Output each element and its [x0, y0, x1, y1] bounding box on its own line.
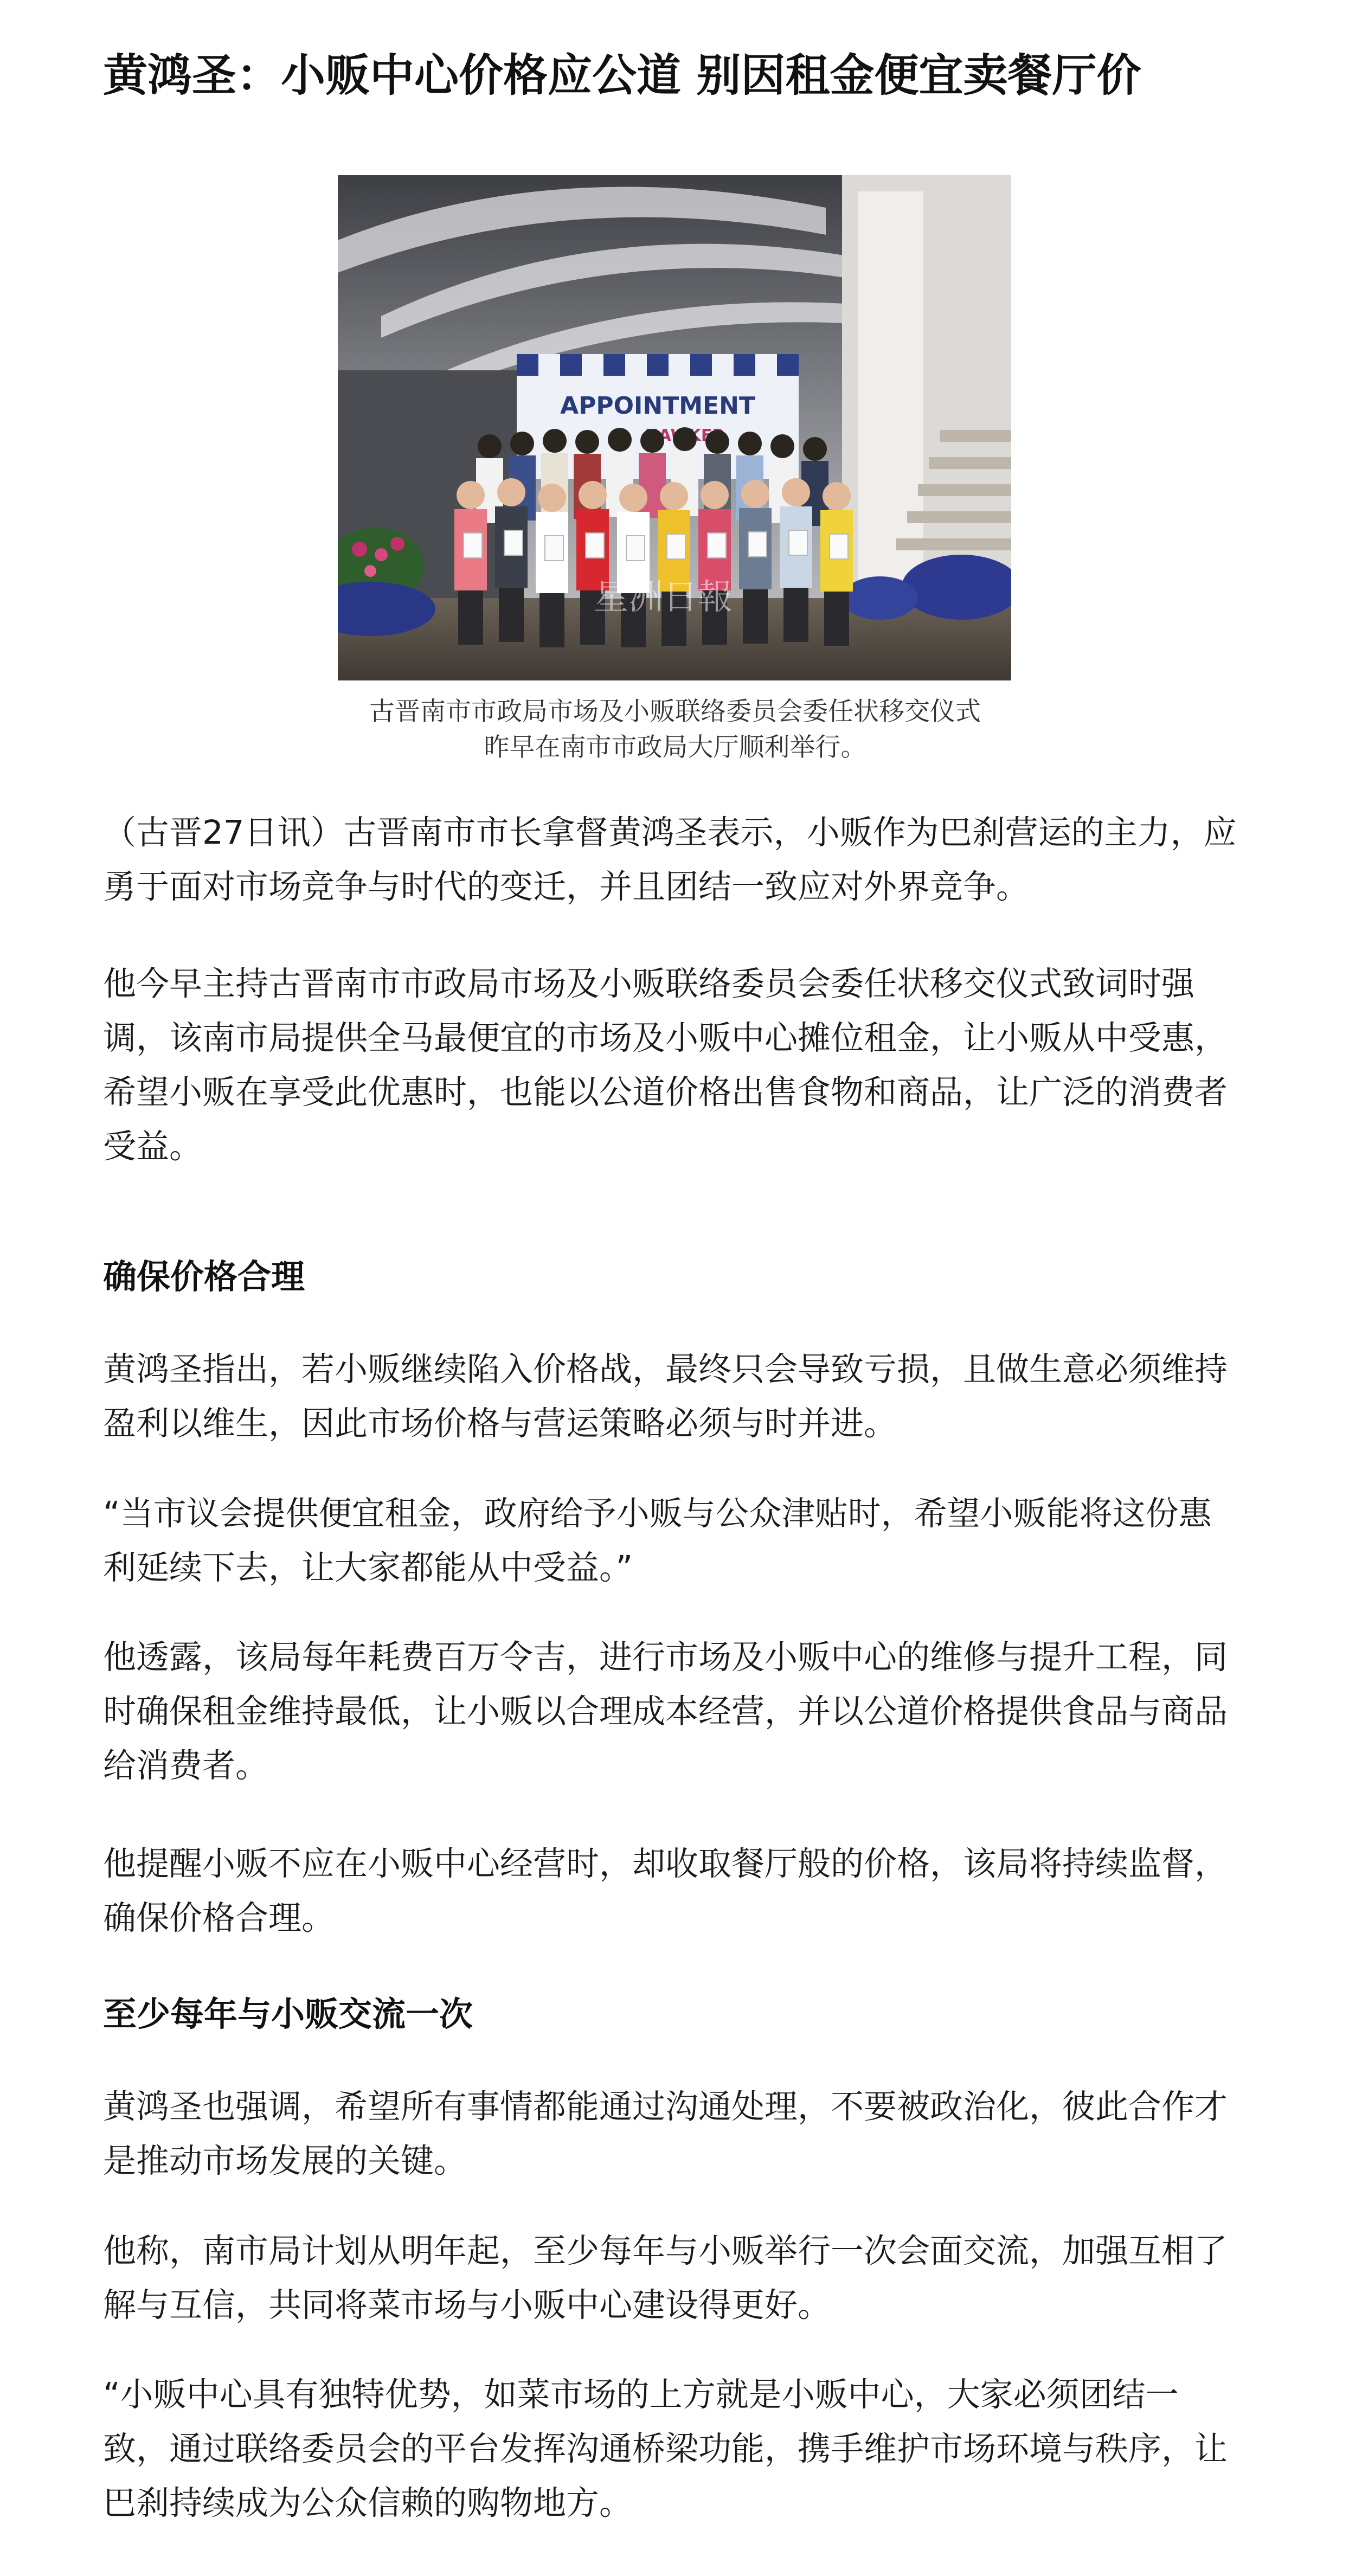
caption-line: 昨早在南市市政局大厅顺利举行。 [484, 733, 866, 762]
paragraph: 黄鸿圣也强调，希望所有事情都能通过沟通处理，不要被政治化，彼此合作才是推动市场发展的关键。 [103, 2087, 1228, 2180]
photo-watermark: 星洲日報 [594, 577, 733, 618]
paragraph: 他提醒小贩不应在小贩中心经营时，却收取餐厅般的价格，该局将持续监督，确保价格合理。 [103, 1845, 1228, 1937]
article-photo [338, 175, 1011, 680]
photo-caption [211, 694, 1139, 766]
paragraph: 黄鸿圣指出，若小贩继续陷入价格战，最终只会导致亏损，且做生意必须维持盈利以维生，因此市场价格与营运策略必须与时并进。 [103, 1350, 1228, 1443]
caption-line: 古晋南市市政局市场及小贩联络委员会委任状移交仪式 [369, 697, 981, 727]
section-heading: 确保价格合理 [103, 1257, 305, 1296]
group-photo-illustration [338, 175, 1011, 680]
banner-text-1: APPOINTMENT [560, 392, 755, 420]
paragraph: “当市议会提供便宜租金，政府给予小贩与公众津贴时，希望小贩能将这份惠利延续下去，让大家都能从中受益。” [103, 1494, 1212, 1587]
paragraph: 他称，南市局计划从明年起，至少每年与小贩举行一次会面交流，加强互相了解与互信，共同将菜市场与小贩中心建设得更好。 [103, 2232, 1228, 2324]
paragraph: “小贩中心具有独特优势，如菜市场的上方就是小贩中心，大家必须团结一致，通过联络委员会的平台发挥沟通桥梁功能，携手维护市场环境与秩序，让巴刹持续成为公众信赖的购物地方。 [103, 2375, 1228, 2522]
paragraph: （古晋27日讯）古晋南市市长拿督黄鸿圣表示，小贩作为巴刹营运的主力，应勇于面对市场竞争与时代的变迁，并且团结一致应对外界竞争。 [103, 813, 1237, 906]
paragraph: 他今早主持古晋南市市政局市场及小贩联络委员会委任状移交仪式致词时强调，该南市局提供全马最便宜的市场及小贩中心摊位租金，让小贩从中受惠，希望小贩在享受此优惠时，也能以公道价格出售食物和商品，让广泛的消费者受益。 [103, 965, 1228, 1166]
section-heading: 至少每年与小贩交流一次 [103, 1994, 473, 2034]
article-headline: 黄鸿圣：小贩中心价格应公道 别因租金便宜卖餐厅价 [103, 50, 1141, 101]
paragraph: 他透露，该局每年耗费百万令吉，进行市场及小贩中心的维修与提升工程，同时确保租金维持最低，让小贩以合理成本经营，并以公道价格提供食品与商品给消费者。 [103, 1638, 1228, 1785]
